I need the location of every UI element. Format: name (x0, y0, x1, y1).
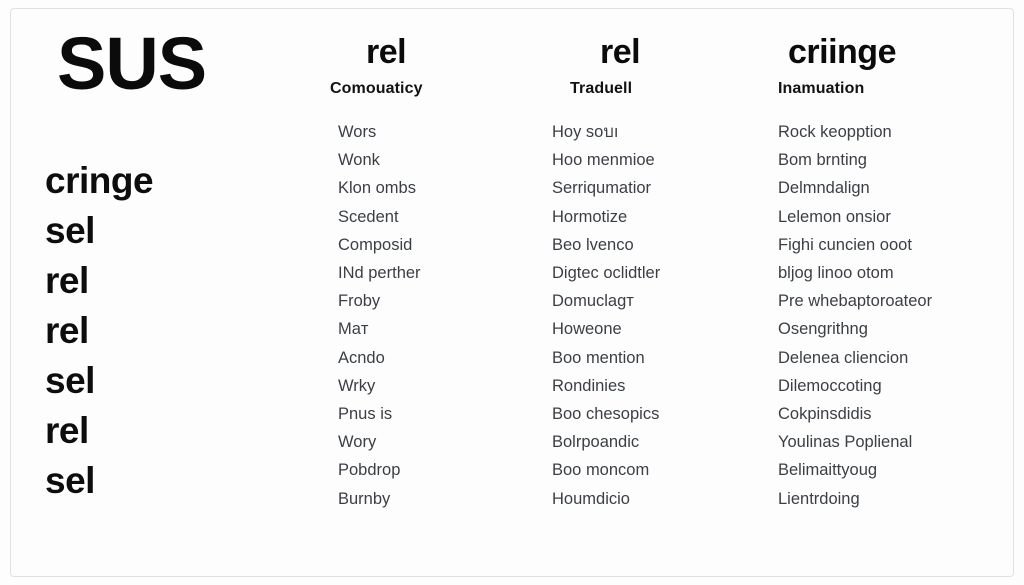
list-item: Hoy soบı (552, 123, 619, 141)
column-title: criinge (788, 33, 896, 71)
list-item: Lientrdoing (778, 489, 860, 508)
list-item: Pnus is (338, 405, 393, 424)
column-4 (760, 22, 990, 513)
list-item: Rondinies (552, 376, 626, 395)
column-title: rel (600, 33, 641, 71)
list-item: INd perther (338, 264, 421, 283)
column-3 (530, 22, 760, 513)
list-item: Klon ombs (338, 179, 416, 198)
hero-list (45, 156, 300, 506)
list-item: Boo chesopics (552, 405, 660, 424)
list-item: Boo moncom (552, 461, 650, 480)
list-item: Cokpinsdidis (778, 405, 872, 424)
list-item: Burnby (338, 489, 391, 508)
column-list (778, 118, 990, 513)
list-item: rel (45, 310, 89, 351)
list-item: Rock keopption (778, 123, 892, 141)
column-list (552, 118, 760, 513)
list-item: Froby (338, 292, 381, 311)
list-item: sel (45, 360, 95, 401)
column-list (326, 118, 530, 513)
column-subtitle: Traduell (570, 80, 633, 97)
list-item: Scedent (338, 207, 399, 226)
list-item: Wory (338, 433, 377, 452)
list-item: sel (45, 210, 95, 251)
list-item: Houmdicio (552, 489, 630, 508)
list-item: Fighi cuncien ooot (778, 235, 912, 254)
list-item: Delmndalign (778, 179, 870, 198)
column-2 (300, 22, 530, 513)
column-title: rel (366, 33, 407, 71)
list-item: Pobdrop (338, 461, 401, 480)
hero-title: SUS (57, 22, 207, 105)
list-item: Hoo menmioe (552, 151, 655, 170)
hero-column (0, 22, 300, 506)
list-item: Lelemon onsior (778, 207, 891, 226)
list-item: Domuclagт (552, 292, 634, 311)
list-item: Maт (338, 320, 369, 339)
list-item: Digtec oclidtler (552, 264, 661, 283)
list-item: Howeone (552, 320, 622, 339)
list-item: Bom brnting (778, 151, 867, 170)
list-item: cringe (45, 160, 154, 201)
list-item: Boo mention (552, 348, 645, 367)
list-item: bljog linoo otom (778, 264, 894, 283)
list-item: Wors (338, 123, 377, 141)
list-item: rel (45, 260, 89, 301)
list-item: Pre whebaptoroateor (778, 292, 933, 311)
list-item: Wonk (338, 151, 380, 170)
list-item: Dilemoccoting (778, 376, 882, 395)
list-item: Osengrithng (778, 320, 868, 339)
list-item: Wrky (338, 376, 376, 395)
list-item: Acndo (338, 348, 385, 367)
list-item: Hormotize (552, 207, 628, 226)
list-item: Bolrpoandic (552, 433, 640, 452)
list-item: Belimaittyoug (778, 461, 878, 480)
list-item: Beo lvenco (552, 235, 634, 254)
column-subtitle: Inamuation (778, 80, 865, 97)
list-item: Composid (338, 235, 413, 254)
list-item: rel (45, 410, 89, 451)
list-item: Serriqumatior (552, 179, 652, 198)
list-item: Delenea cliencion (778, 348, 909, 367)
list-item: Youlinas Poplienal (778, 433, 913, 452)
column-subtitle: Comouaticy (330, 80, 423, 97)
list-item: sel (45, 460, 95, 501)
